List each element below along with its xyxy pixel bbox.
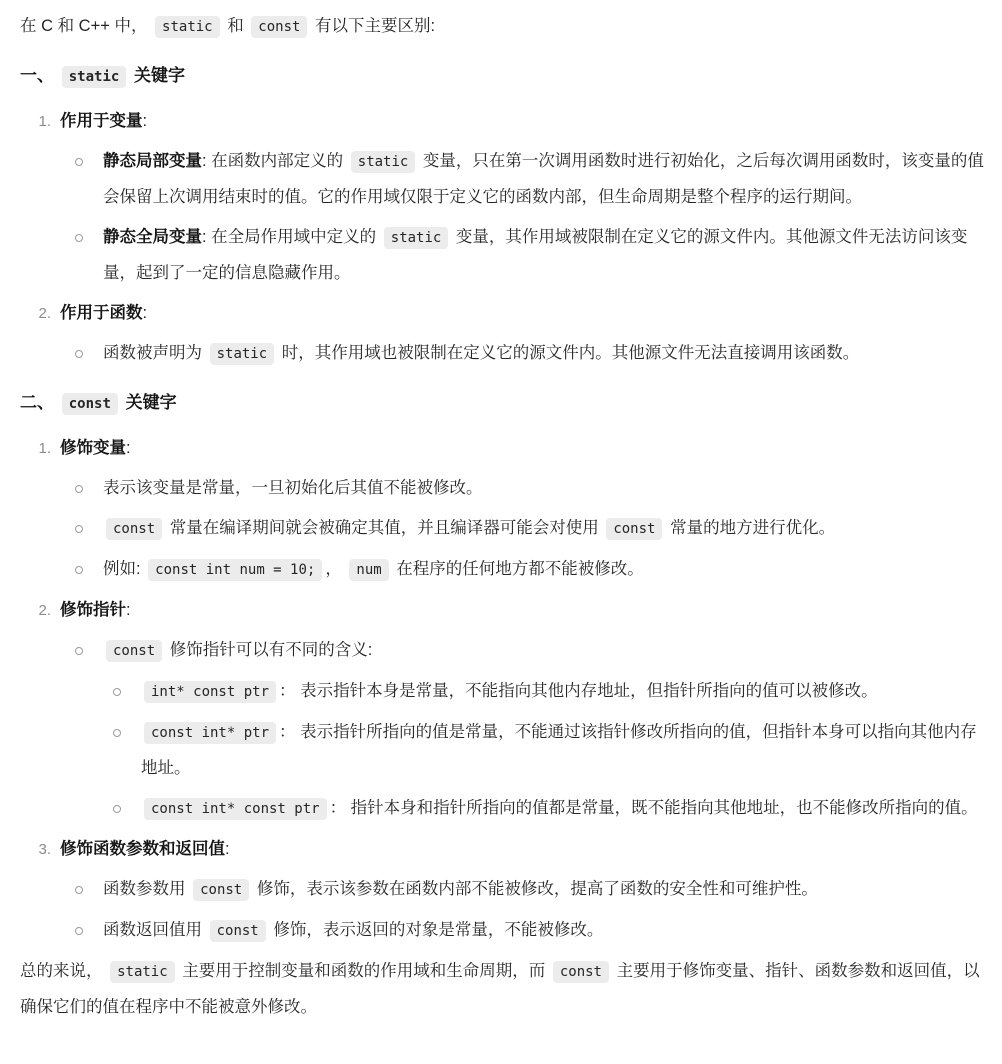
bullet-list-item [20,220,984,291]
inline-code: const int num = 10; [148,559,322,581]
text-run: : 在函数内部定义的 [202,152,348,170]
text-run: 二、 [20,393,59,412]
text-run: 总的来说， [20,962,108,980]
bullet-circle-icon [75,485,83,493]
bullet-circle-icon [75,886,83,894]
list-number: 1. [38,113,51,130]
bullet-circle-icon [75,525,83,533]
bold-text: 静态局部变量 [103,152,202,170]
text-run: 常量的地方进行优化。 [665,519,836,537]
numbered-list-item [20,832,984,867]
bold-text: 修饰函数参数和返回值 [60,840,225,858]
text-run: ： 表示指针本身是常量，不能指向其他内存地址，但指针所指向的值可以被修改。 [279,682,878,700]
text-run: 关键字 [129,66,186,85]
text-run: 关键字 [120,393,177,412]
text-run: 有以下主要区别: [310,17,436,35]
text-run: 修饰指针可以有不同的含义: [165,641,373,659]
bullet-circle-icon [75,158,83,166]
list-number: 1. [38,440,51,457]
bullet-list-item [20,144,984,215]
text-run: : [126,439,131,457]
text-run: 和 [222,17,249,35]
text-run: 时，其作用域也被限制在定义它的源文件内。其他源文件无法直接调用该函数。 [277,344,860,362]
bullet-list-item [20,552,984,588]
inline-code: const [193,879,249,901]
text-run: 一、 [20,66,59,85]
bullet-circle-icon [75,927,83,935]
bullet-list-item [20,791,984,827]
bullet-circle-icon [113,729,121,737]
text-run: : 在全局作用域中定义的 [202,228,381,246]
bold-text: 作用于函数 [60,304,143,322]
bullet-list-item [20,872,984,908]
bullet-list-item [20,336,984,372]
inline-code: int* const ptr [144,681,276,703]
inline-code: static [155,16,220,38]
text-run: 例如: [103,560,146,578]
bullet-list-item [20,715,984,786]
bullet-circle-icon [75,647,83,655]
text-run: 变量，只在第一次调用函数时进行初始化，之后每次调用函数时，该变量的值会保留上次调用结束时的值。它的作用域仅限于定义它的函数内部，但生命周期是整个程序的运行期间。 [103,152,984,206]
paragraph [20,954,984,1025]
bullet-circle-icon [75,350,83,358]
text-run: 函数被声明为 [103,344,207,362]
text-run: 主要用于修饰变量、指针、函数参数和返回值，以确保它们的值在程序中不能被意外修改。 [20,962,980,1016]
text-run: 在 C 和 C++ 中， [20,17,153,35]
numbered-list-item [20,296,984,331]
bullet-list-item [20,633,984,669]
section-heading [20,385,984,422]
text-run: 函数返回值用 [103,921,207,939]
inline-code: static [384,227,449,249]
inline-code: const int* ptr [144,722,276,744]
list-number: 3. [38,841,51,858]
bullet-circle-icon [75,234,83,242]
text-run: : [142,304,148,322]
inline-code: static [110,961,175,983]
inline-code: const [106,640,162,662]
text-run: 变量，其作用域被限制在定义它的源文件内。其他源文件无法访问该变量，起到了一定的信息隐藏作用。 [103,228,968,282]
list-number: 2. [38,305,51,322]
text-run: 函数参数用 [103,880,191,898]
inline-code: static [62,66,127,88]
text-run: ： 表示指针所指向的值是常量，不能通过该指针修改所指向的值，但指针本身可以指向其他内存地址。 [141,723,977,777]
inline-code: const [106,518,162,540]
bullet-list-item [20,913,984,949]
text-run: : [126,601,131,619]
numbered-list-item [20,431,984,466]
paragraph [20,9,984,45]
bullet-circle-icon [75,566,83,574]
bold-text: 修饰指针 [60,601,126,619]
bold-text: 作用于变量 [60,112,143,130]
text-run: : [142,112,148,130]
bold-text: 修饰变量 [60,439,126,457]
text-run: 表示该变量是常量，一旦初始化后其值不能被修改。 [103,479,483,497]
inline-code: const [62,393,118,415]
bullet-list-item [20,511,984,547]
section-heading [20,58,984,95]
bullet-list-item [20,471,984,506]
list-number: 2. [38,602,51,619]
bullet-circle-icon [113,688,121,696]
text-run: 修饰，表示该参数在函数内部不能被修改，提高了函数的安全性和可维护性。 [252,880,818,898]
text-run: 主要用于控制变量和函数的作用域和生命周期，而 [177,962,550,980]
inline-code: const [251,16,307,38]
inline-code: const [210,920,266,942]
numbered-list-item [20,104,984,139]
text-run: ， [325,560,347,578]
numbered-list-item [20,593,984,628]
bullet-circle-icon [113,805,121,813]
text-run: 修饰，表示返回的对象是常量，不能被修改。 [268,921,604,939]
text-run: 常量在编译期间就会被确定其值，并且编译器可能会对使用 [165,519,604,537]
bullet-list-item [20,674,984,710]
inline-code: static [210,343,275,365]
inline-code: const [606,518,662,540]
text-run: : [225,840,230,858]
text-run: 在程序的任何地方都不能被修改。 [391,560,644,578]
inline-code: const int* const ptr [144,798,327,820]
inline-code: const [553,961,609,983]
inline-code: static [351,151,416,173]
bold-text: 静态全局变量 [103,228,202,246]
inline-code: num [349,559,388,581]
text-run: ： 指针本身和指针所指向的值都是常量，既不能指向其他地址，也不能修改所指向的值。 [329,799,978,817]
